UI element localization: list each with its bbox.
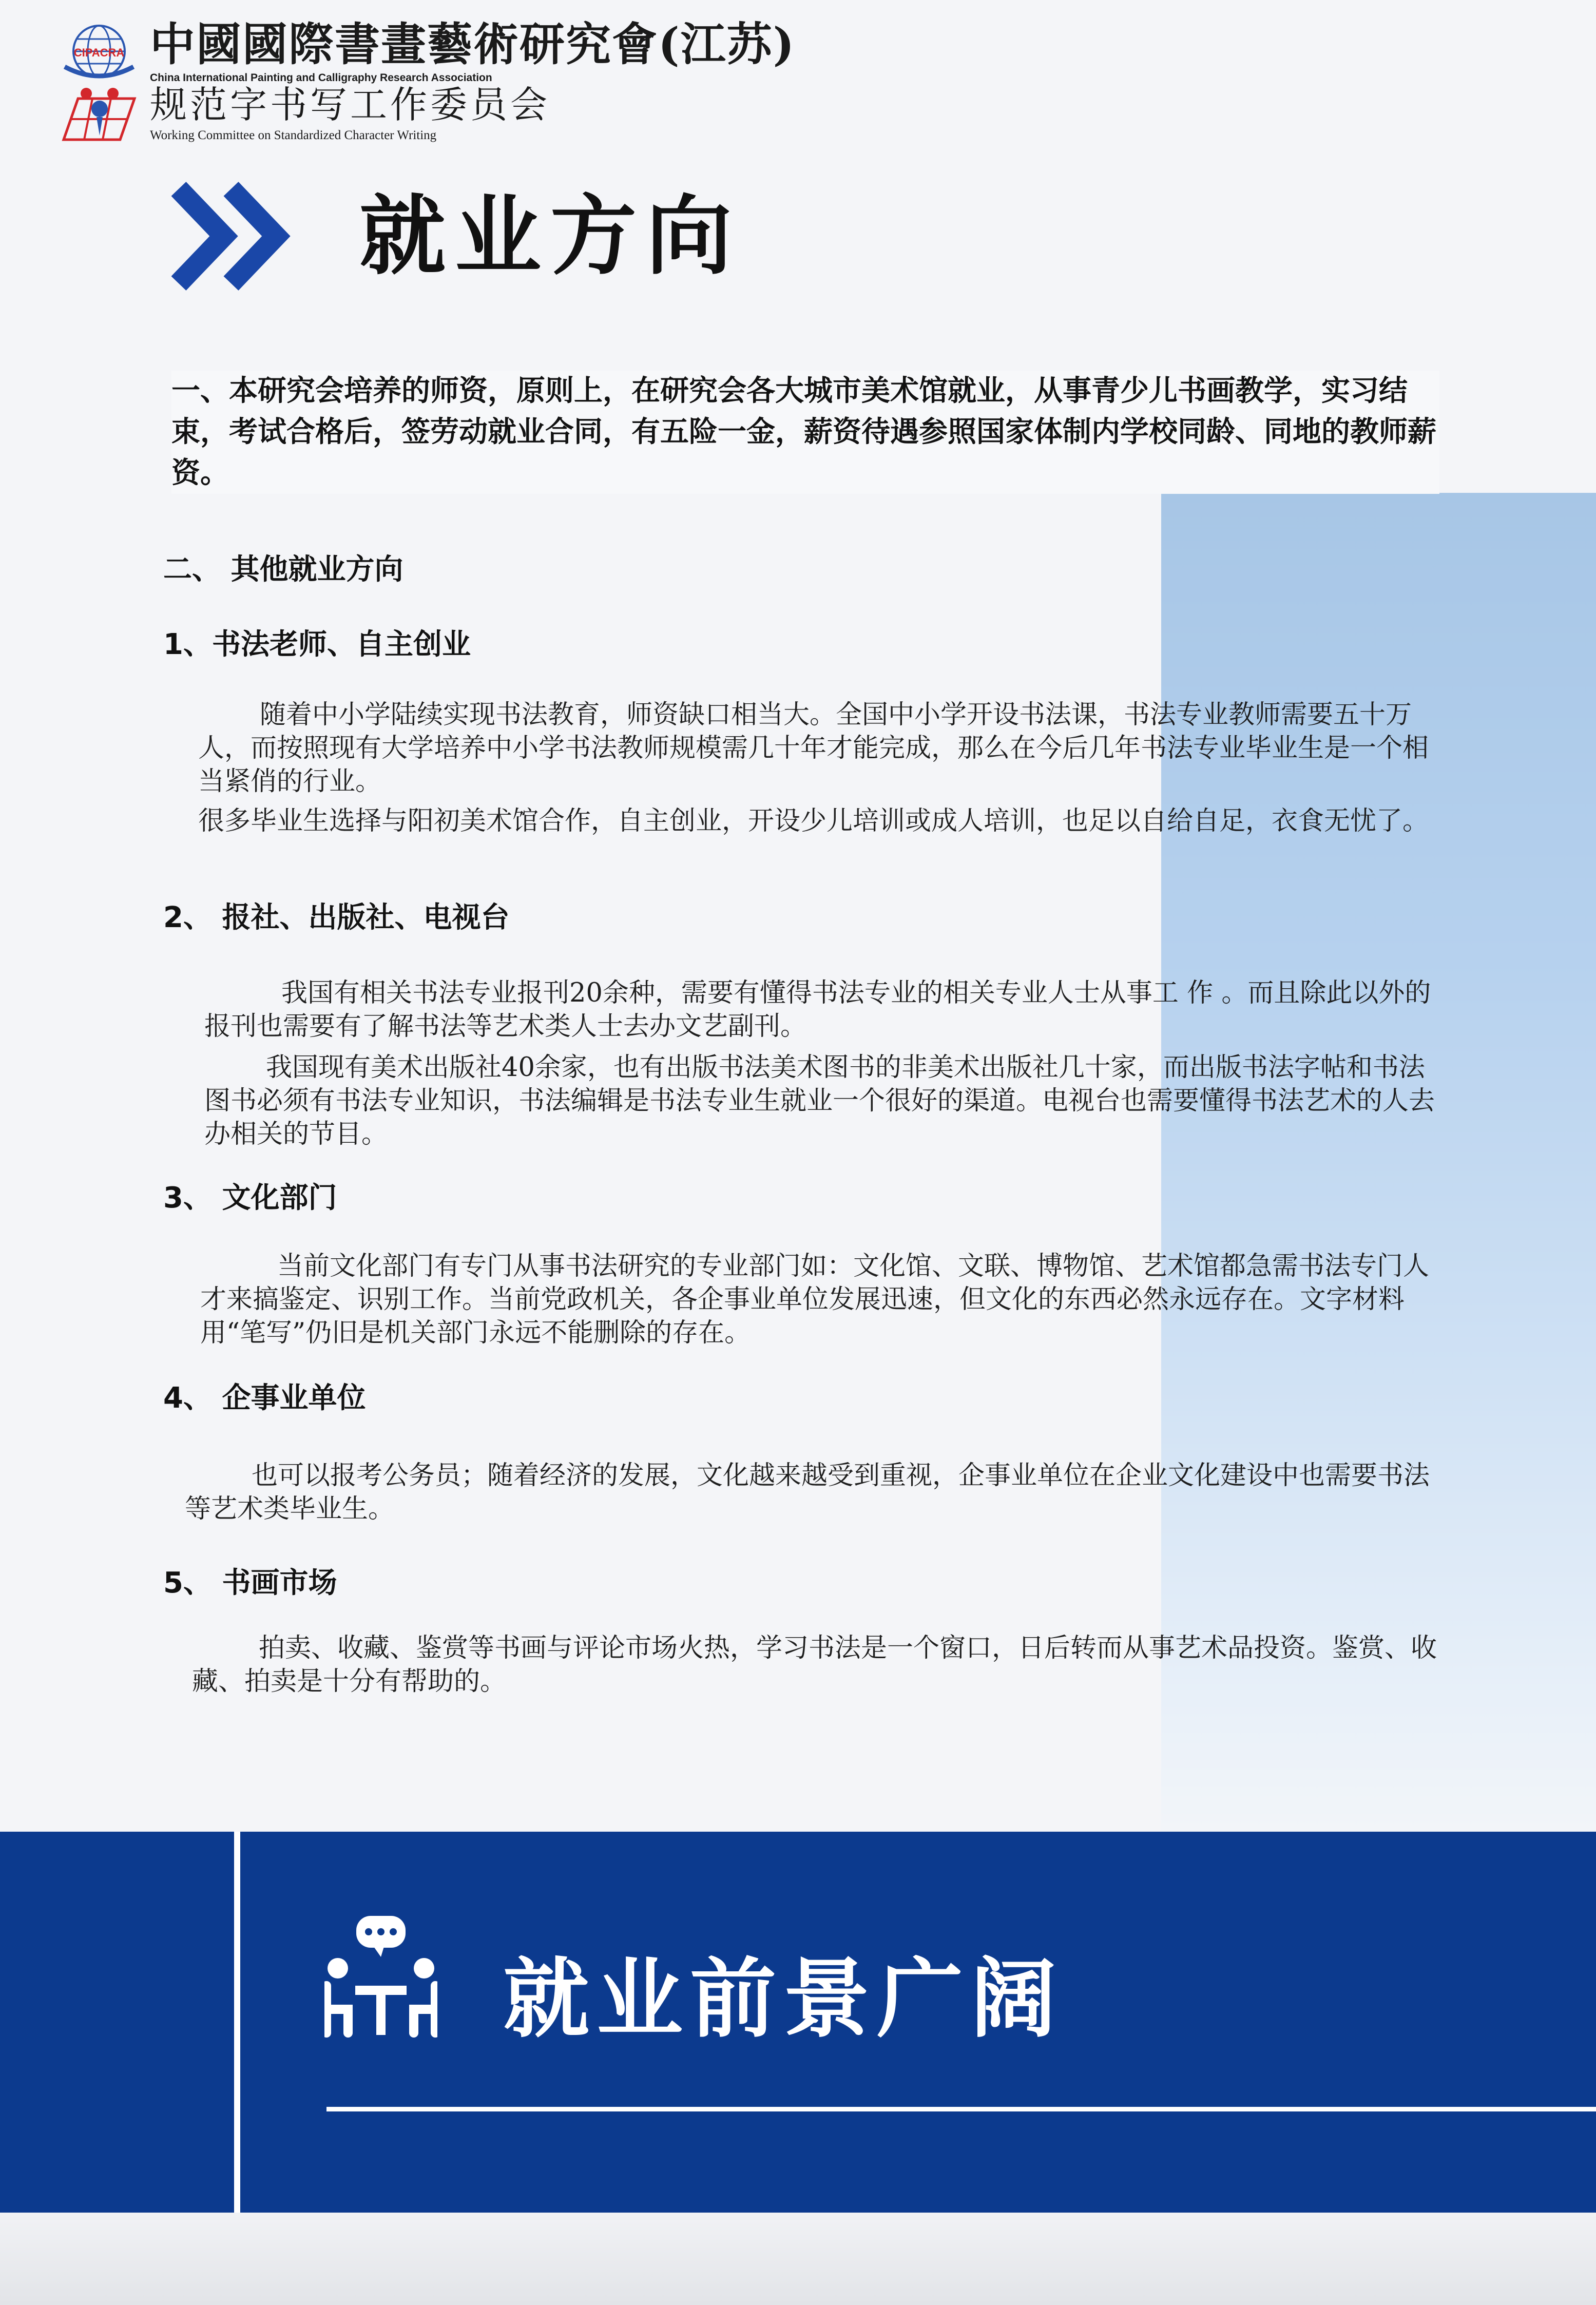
org-name-en-2: Working Committee on Standardized Character Writing bbox=[150, 128, 437, 142]
banner-horizontal-line bbox=[326, 2107, 1596, 2111]
item-2-paragraph-1: 我国有相关书法专业报刊20余种，需要有懂得书法专业的相关专业人士从事工 作 。而且除此以外的报刊也需要有了解书法等艺术类人士去办文艺副刊。 bbox=[204, 978, 1431, 1042]
item-2-heading: 2、 报社、出版社、电视台 bbox=[163, 901, 510, 934]
people-discussion-icon bbox=[324, 1914, 437, 2047]
item-1-paragraph-2: 很多毕业生选择与阳初美术馆合作，自主创业，开设少儿培训或成人培训，也足以自给自足，衣食无忧了。 bbox=[198, 806, 1429, 836]
item-5-paragraph-1: 拍卖、收藏、鉴赏等书画与评论市场火热，学习书法是一个窗口，日后转而从事艺术品投资。鉴赏、收藏、拍卖是十分有帮助的。 bbox=[192, 1633, 1437, 1697]
section-2-heading: 二、 其他就业方向 bbox=[163, 553, 403, 586]
org-logo-row-2 bbox=[61, 83, 551, 143]
standard-writing-logo-icon bbox=[61, 86, 138, 143]
item-2-paragraph-2: 我国现有美术出版社40余家，也有出版书法美术图书的非美术出版社几十家，而出版书法字帖和书法图书必须有书法专业知识，书法编辑是书法专业生就业一个很好的渠道。电视台也需要懂得书法艺术的人去办相关的节目。 bbox=[204, 1052, 1435, 1149]
title-row bbox=[169, 180, 741, 293]
item-4-paragraph-1: 也可以报考公务员；随着经济的发展，文化越来越受到重视，企事业单位在企业文化建设中也需要书法等艺术类毕业生。 bbox=[185, 1461, 1430, 1524]
intro-paragraph: 一、本研究会培养的师资，原则上，在研究会各大城市美术馆就业，从事青少儿书画教学，实习结束，考试合格后，签劳动就业合同，有五险一金，薪资待遇参照国家体制内学校同龄、同地的教师薪资。 bbox=[171, 371, 1439, 494]
banner-title: 就业前景广阔 bbox=[503, 1949, 1064, 2049]
org-name-en-1: China International Painting and Calligraphy Research Association bbox=[150, 72, 492, 84]
item-3-heading: 3、 文化部门 bbox=[163, 1181, 337, 1215]
item-1-heading: 1、书法老师、自主创业 bbox=[163, 628, 471, 661]
org-name-cn-2: 规范字书写工作委员会 bbox=[150, 83, 551, 126]
banner-vertical-line bbox=[234, 1832, 240, 2213]
logo-letters: CIPACRA bbox=[73, 46, 125, 59]
item-4-heading: 4、 企事业单位 bbox=[163, 1381, 366, 1415]
item-3-paragraph-1: 当前文化部门有专门从事书法研究的专业部门如：文化馆、文联、博物馆、艺术馆都急需书法专门人才来搞鉴定、识别工作。当前党政机关，各企事业单位发展迅速，但文化的东西必然永远存在。文字材料用“笔写”仍旧是机关部门永远不能删除的存在。 bbox=[200, 1251, 1430, 1348]
cipacra-globe-logo-icon bbox=[61, 20, 138, 86]
org-logo-row-1 bbox=[61, 17, 796, 86]
page-title: 就业方向 bbox=[359, 186, 741, 286]
bottom-strip bbox=[0, 2213, 1596, 2305]
item-1-paragraph-1: 随着中小学陆续实现书法教育，师资缺口相当大。全国中小学开设书法课，书法专业教师需要五十万人，而按照现有大学培养中小学书法教师规模需几十年才能完成，那么在今后几年书法专业毕业生是一个相当紧俏的行业。 bbox=[198, 700, 1429, 797]
org-name-cn-1: 中國國際書畫藝術研究會(江苏) bbox=[150, 17, 796, 71]
item-5-heading: 5、 书画市场 bbox=[163, 1566, 337, 1600]
double-chevron-right-icon bbox=[169, 180, 293, 293]
